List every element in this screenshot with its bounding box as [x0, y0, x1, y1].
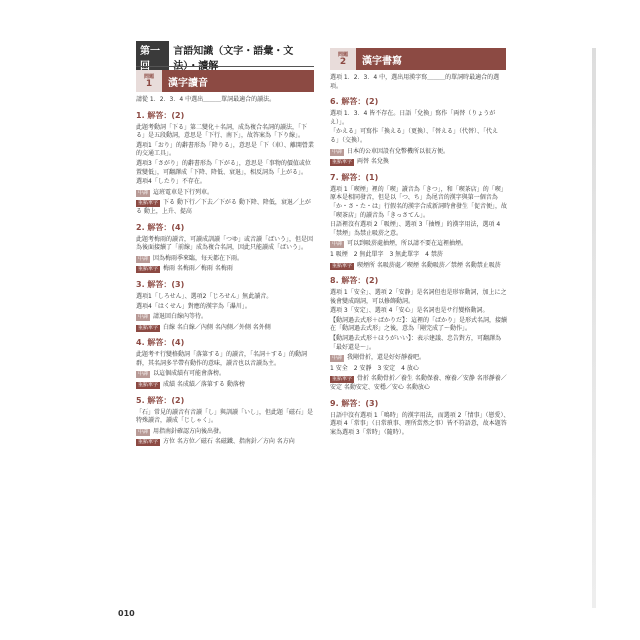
- chapter-header: [136, 48, 312, 66]
- answer-heading: 4. 解答：(4): [136, 338, 185, 348]
- explanation-text: 此題考サ行變格動詞「落第する」的讀音，「名詞＋する」的動詞群，其名詞多半帶有動作的意味，讀音也以音讀為主。: [136, 351, 308, 367]
- explanation-text: 選項 1「喫煙」裡的「喫」讀音為「きつ」，和「喫茶店」的「喫」原本是相同發音，但是以「つ、ち」為尾音的漢字與第一個音為「か・さ・た・は」行假名的漢字合成新詞時會發生「促音便」，故「喫茶店」的讀音為「きっさてん」。: [330, 185, 508, 219]
- explanation-text: 日語裡沒有選項 2「吸煙」、選項 3「抽煙」的漢字用法，選項 4「禁煙」為禁止吸菸之意。: [330, 221, 501, 237]
- explanation-text: 選項 1．3．4 皆不存在。日語「兌換」寫作「両替（りょうがえ）」。: [330, 110, 496, 126]
- answer-heading: 9. 解答：(3): [330, 398, 379, 408]
- answer-heading: 8. 解答：(2): [330, 276, 379, 286]
- translation-text: 我剛骨折，還是好好靜養吧。: [347, 354, 426, 362]
- page-number: 010: [118, 609, 135, 618]
- translation-line: [330, 148, 510, 157]
- vocab-text: 喫煙所 名吸菸處／喫煙 名動吸菸／禁煙 名動禁止吸菸: [357, 261, 501, 269]
- explanation-text: 此題考梅雨的讀音，可讀成訓讀「つゆ」或音讀「ばいう」，但是因為後面接續了「前線」成為複合名詞，因此只能讀成「ばいう」。: [136, 235, 314, 252]
- vocab-badge: 重點單字: [332, 159, 353, 166]
- explanation-text: 【動詞過去式形＋ばかりだ】：這裡的「ばかり」是形式名詞，接續在「動詞過去式形」之後，意為「剛完成了～動作」。: [330, 316, 508, 333]
- explanation-text: 選項1「おり」的辭書形為「降りる」，意思是「下（車）、離開營業的交通工具」。: [136, 141, 314, 158]
- translation-badge: 中譯: [138, 371, 149, 378]
- translation-text: 這班電車是下行列車。: [153, 188, 214, 196]
- section-intro: 選項 1．2．3．4 中，選出用漢字寫＿＿＿的單詞時最適合的選項。: [330, 74, 500, 90]
- vocab-line: [330, 262, 510, 271]
- explanation-text: 【動詞過去式形＋ほうがいい】：表示建議、忠告對方，可翻譯為「最好還是～」。: [330, 335, 502, 351]
- explanation-text: 選項 1「安全」、選項 2「安静」是名詞但也是形容動詞，加上に之後會變成副詞，可以修飾動詞。: [330, 289, 507, 305]
- section-bar-left: [136, 70, 314, 92]
- page-edge-shadow: [592, 48, 596, 608]
- vocab-text: 梅雨 名梅雨／梅雨 名梅雨: [163, 265, 233, 273]
- explanation-text: 選項1「しろせん」、選項2「じろせん」無此讀音。: [136, 292, 273, 300]
- answer-heading: 5. 解答：(2): [136, 395, 185, 405]
- explanation-text: 日語中沒有選項 1「鳴時」的漢字用法，而選項 2「情事」（戀愛）、選項 4「常事」（日常瑣事、理所當然之事）皆不符語意，故本題答案為選項 3「常時」（隨時）。: [330, 411, 510, 436]
- explanation-text: 選項4「したり」不存在。: [136, 178, 206, 186]
- vocab-text: 下る 動下行／下去／下がる 動下降、降低，衰退／上がる 動上，上升、提高: [136, 199, 311, 215]
- vocab-line: [136, 438, 316, 447]
- chapter-divider: [136, 66, 314, 67]
- chapter-title: 言語知識（文字・語彙・文: [173, 46, 294, 57]
- option-list: 1 安全 2 安靜 3 安定 4 放心: [330, 364, 419, 372]
- vocab-text: 骨折 名動骨折／養生 名動保養、療養／安静 名形靜養／安定 名動安定、安穩／安心 名動放心: [330, 375, 507, 392]
- translation-badge: 中譯: [332, 241, 343, 248]
- translation-line: [136, 370, 316, 379]
- section-tag-right: 問題 2: [330, 48, 356, 70]
- vocab-badge: 重點單字: [332, 262, 353, 269]
- vocab-badge: 重點單字: [138, 200, 159, 207]
- translation-text: 請退回白線內等待。: [153, 313, 208, 321]
- vocab-badge: 重點單字: [332, 376, 353, 383]
- answer-heading: 2. 解答：(4): [136, 222, 185, 232]
- translation-line: [136, 428, 316, 437]
- vocab-line: [136, 199, 316, 216]
- translation-line: [136, 313, 316, 322]
- section-title-left: 漢字讀音: [168, 77, 208, 89]
- explanation-text: 「かえる」可寫作「換える」（更換）、「替える」（代替）、「代える」（交換）。: [330, 128, 499, 144]
- translation-text: 日本的公車因設有兌幣機所以很方便。: [347, 147, 450, 155]
- vocab-line: [330, 375, 510, 392]
- translation-badge: 中譯: [138, 255, 149, 262]
- vocab-text: 両替 名兌換: [357, 158, 389, 166]
- translation-badge: 中譯: [138, 189, 149, 196]
- answer-heading: 1. 解答：(2): [136, 110, 185, 120]
- translation-badge: 中譯: [332, 148, 343, 155]
- vocab-text: 白線 名白線／內側 名內側／外側 名外側: [163, 323, 271, 331]
- explanation-text: 此題考動詞「下る」第二變化＋名詞，成為複合名詞的讀法，「下る」是五段動詞，意思是「下行、南下」，故答案為「下り線」。: [136, 123, 308, 140]
- section-bar-right: [330, 48, 506, 70]
- vocab-line: [136, 265, 316, 274]
- explanation-text: 選項 3「安定」、選項 4「安心」是名詞也是サ行變格動詞。: [330, 307, 489, 315]
- option-list: 1 吸煙 2 無此單字 3 無此單字 4 禁菸: [330, 250, 443, 258]
- vocab-text: 方位 名方位／磁石 名磁鐵、指南針／方向 名方向: [163, 438, 295, 446]
- translation-line: [136, 255, 316, 264]
- vocab-badge: 重點單字: [138, 266, 159, 273]
- chapter-number: 第一: [136, 41, 169, 73]
- translation-badge: 中譯: [332, 355, 343, 362]
- translation-line: [330, 240, 510, 249]
- translation-line: [330, 354, 510, 363]
- translation-badge: 中譯: [138, 314, 149, 321]
- section-tag-left: 問題 1: [136, 70, 162, 92]
- vocab-badge: 重點單字: [138, 382, 159, 389]
- translation-text: 用指南針確認方向後出發。: [153, 427, 226, 435]
- explanation-text: 選項4「はくせん」對應的漢字為「瀑川」。: [136, 302, 251, 310]
- vocab-badge: 重點單字: [138, 439, 159, 446]
- section-title-right: 漢字書寫: [362, 55, 402, 67]
- translation-text: 因為梅雨季來臨，每天都在下雨。: [153, 254, 244, 262]
- explanation-text: 「石」常見的讀音有音讀「し」與訓讀「いし」，但此題「磁石」是特殊讀音，讀成「じしゃく」。: [136, 408, 314, 425]
- vocab-badge: 重點單字: [138, 324, 159, 331]
- vocab-line: [136, 324, 316, 333]
- translation-line: [136, 189, 316, 198]
- answer-heading: 6. 解答：(2): [330, 97, 379, 107]
- vocab-line: [330, 158, 510, 167]
- right-column: [330, 74, 510, 438]
- left-column: [136, 96, 316, 451]
- translation-text: 可以到吸菸處抽煙，所以請不要在這裡抽煙。: [347, 240, 468, 248]
- vocab-line: [136, 381, 316, 390]
- vocab-text: 成績 名成績／落第する 動落榜: [163, 381, 245, 389]
- explanation-text: 選項3「さがり」的辭書形為「下がる」，意思是「事物的價值或位置變低」，可翻譯成「下降、降低、衰退」，相反詞為「上がる」。: [136, 159, 311, 176]
- answer-heading: 7. 解答：(1): [330, 172, 379, 182]
- translation-text: 以這個成績有可能會落榜。: [153, 370, 226, 378]
- answer-heading: 3. 解答：(3): [136, 279, 185, 289]
- section-intro: 請從 1．2．3．4 中選出＿＿＿單詞最適合的讀法。: [136, 96, 276, 103]
- translation-badge: 中譯: [138, 428, 149, 435]
